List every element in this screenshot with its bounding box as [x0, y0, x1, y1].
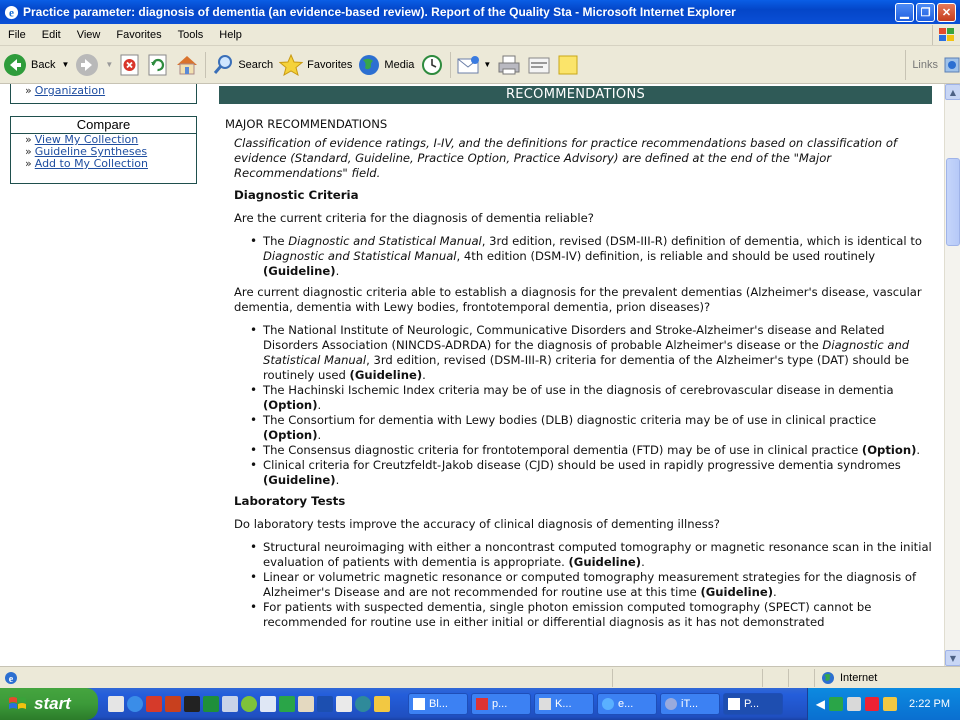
evidence-rating: (Option) — [263, 428, 318, 442]
links-page-icon — [944, 57, 960, 73]
window-title: Practice parameter: diagnosis of dementia (an evidence-based review). Report of the Quality Sta - Microsoft Internet Explorer — [23, 5, 736, 19]
bullet-marker: » — [25, 157, 32, 170]
list-item — [263, 413, 935, 443]
item-text: , 3rd edition, revised (DSM-III-R) criteria for dementia of the Alzheimer's type (DAT) should be routinely used — [263, 353, 910, 382]
page-done-icon — [4, 671, 18, 685]
laboratory-tests-heading: Laboratory Tests — [234, 494, 346, 508]
minimize-button[interactable]: ▁ — [895, 3, 914, 22]
taskbar-task[interactable] — [660, 693, 720, 715]
print-button[interactable] — [494, 49, 524, 81]
media-globe-icon — [358, 54, 380, 76]
recommendation-list — [263, 234, 935, 279]
windows-flag-icon — [932, 25, 960, 45]
task-app-icon — [602, 698, 614, 710]
svg-text:e: e — [9, 6, 14, 19]
diagnostic-criteria-heading: Diagnostic Criteria — [234, 188, 359, 202]
taskbar-task-active[interactable] — [723, 693, 783, 715]
back-button[interactable] — [0, 49, 72, 81]
question-paragraph: Are the current criteria for the diagnosis of dementia reliable? — [234, 211, 594, 225]
menu-bar — [0, 24, 960, 46]
start-label: start — [34, 694, 71, 713]
quick-launch-icon[interactable] — [374, 696, 390, 712]
windows-logo-icon — [8, 695, 28, 713]
forward-dropdown-icon[interactable]: ▼ — [105, 60, 114, 69]
item-text: For patients with suspected dementia, single photon emission computed tomography (SPECT) cannot be recommended for routine use in either initial or differential diagnosis as it has not demonstrated — [263, 600, 872, 629]
evidence-rating: (Guideline) — [263, 264, 336, 278]
quick-launch-icon[interactable] — [222, 696, 238, 712]
favorites-label: Favorites — [307, 58, 353, 71]
taskbar — [0, 688, 960, 720]
taskbar-task[interactable] — [408, 693, 468, 715]
scroll-thumb[interactable] — [946, 158, 960, 246]
page-content[interactable] — [218, 84, 944, 666]
refresh-button[interactable] — [144, 49, 172, 81]
menu-edit[interactable]: Edit — [41, 28, 61, 41]
zone-label: Internet — [840, 671, 878, 684]
intro-paragraph: Classification of evidence ratings, I-IV, and the definitions for practice recommendations based on classification of evidence (Standard, Guideline, Practice Option, Practice Advisory) are defined at the end of the "Major Recommendations" field. — [234, 136, 898, 180]
task-app-icon — [539, 698, 551, 710]
ie-logo-icon — [4, 5, 19, 20]
tray-expand-icon[interactable]: ◀ — [815, 697, 826, 711]
organization-link[interactable]: Organization — [34, 84, 106, 97]
status-segment — [612, 669, 762, 687]
compare-heading: Compare — [11, 117, 196, 134]
item-text: . — [335, 264, 340, 278]
mail-button[interactable] — [454, 49, 494, 81]
recommendation-list — [263, 540, 935, 630]
status-segment — [788, 669, 814, 687]
edit-button[interactable] — [524, 49, 554, 81]
links-label: Links — [912, 58, 938, 71]
item-text: Clinical criteria for Creutzfeldt-Jakob disease (CJD) should be used in rapidly progressive dementia syndromes — [263, 458, 901, 472]
list-item — [263, 383, 935, 413]
toolbar-separator — [205, 52, 206, 78]
quick-launch-icon[interactable] — [146, 696, 162, 712]
item-text: . — [317, 428, 322, 442]
security-zone[interactable] — [814, 669, 960, 687]
item-text: Linear or volumetric magnetic resonance or computed tomography measurement strategies for the diagnosis of Alzheimer's Disease and are not recommended for routine use at this time — [263, 570, 917, 599]
item-text: , 4th edition (DSM-IV) definition, is reliable and should be used routinely — [456, 249, 876, 263]
task-label: P... — [744, 698, 760, 710]
media-label: Media — [384, 58, 415, 71]
task-label: p... — [492, 698, 508, 710]
system-tray — [807, 688, 960, 720]
print-icon — [497, 54, 521, 76]
edit-page-icon — [527, 54, 551, 76]
task-app-icon — [476, 698, 488, 710]
item-text: The National Institute of Neurologic, Communicative Disorders and Stroke-Alzheimer's disease and Related Disorders Association (NINCDS-ADRDA) for the diagnosis of probable Alzheimer's disease or the — [263, 323, 885, 352]
evidence-rating: (Option) — [861, 443, 917, 457]
taskbar-task[interactable] — [597, 693, 657, 715]
task-app-icon — [728, 698, 740, 710]
start-button[interactable] — [0, 688, 98, 720]
task-label: Bl... — [429, 698, 448, 710]
scroll-up-button[interactable]: ▲ — [945, 84, 960, 100]
left-sidebar — [0, 84, 218, 666]
vertical-scrollbar[interactable] — [944, 84, 960, 666]
tray-icon[interactable] — [865, 697, 879, 711]
tray-icon[interactable] — [829, 697, 843, 711]
home-button[interactable] — [172, 49, 202, 81]
quick-launch-icon[interactable] — [317, 696, 333, 712]
window-titlebar[interactable] — [0, 0, 960, 24]
back-arrow-icon — [3, 53, 27, 77]
item-text: . — [641, 555, 645, 569]
compare-link-item — [11, 158, 196, 170]
question-paragraph: Are current diagnostic criteria able to establish a diagnosis for the prevalent dementias (Alzheimer's disease, vascular dementia, dementia with Lewy bodies, frontotemporal dementia, prion diseases)? — [234, 285, 922, 314]
task-label: K... — [555, 698, 572, 710]
favorites-button[interactable] — [276, 49, 355, 81]
history-button[interactable] — [417, 49, 447, 81]
back-dropdown-icon[interactable]: ▼ — [61, 60, 70, 69]
list-item — [263, 600, 935, 630]
list-item — [263, 458, 935, 488]
quick-launch-icon[interactable] — [260, 696, 276, 712]
scroll-down-button[interactable]: ▼ — [945, 650, 960, 666]
search-label: Search — [238, 58, 274, 71]
major-recommendations-heading: MAJOR RECOMMENDATIONS — [225, 117, 388, 131]
refresh-icon — [147, 54, 169, 76]
item-italic: Diagnostic and Statistical Manual — [288, 234, 482, 248]
quick-launch — [108, 696, 390, 712]
list-item — [263, 323, 935, 383]
mail-dropdown-icon[interactable]: ▼ — [483, 60, 492, 69]
note-icon — [557, 54, 579, 76]
tray-icon[interactable] — [883, 697, 897, 711]
history-icon — [420, 54, 444, 76]
menu-favorites[interactable]: Favorites — [116, 28, 162, 41]
toolbar-separator — [450, 52, 451, 78]
clock[interactable]: 2:22 PM — [909, 698, 950, 710]
bullet-marker: » — [25, 145, 32, 158]
recommendation-list — [263, 323, 935, 488]
standard-toolbar — [0, 46, 960, 84]
media-button[interactable] — [355, 49, 417, 81]
taskbar-task[interactable] — [471, 693, 531, 715]
evidence-rating: (Guideline) — [568, 555, 642, 569]
task-app-icon — [665, 698, 677, 710]
tray-icon[interactable] — [847, 697, 861, 711]
internet-globe-icon — [821, 671, 835, 685]
evidence-rating: (Guideline) — [700, 585, 774, 599]
stop-button[interactable] — [116, 49, 144, 81]
svg-text:e: e — [8, 673, 14, 685]
guideline-syntheses-link[interactable]: Guideline Syntheses — [34, 145, 148, 158]
list-item — [263, 234, 935, 279]
status-bar — [0, 666, 960, 688]
list-item — [263, 443, 935, 458]
mail-icon — [457, 54, 481, 76]
taskbar-task[interactable] — [534, 693, 594, 715]
view-my-collection-link[interactable]: View My Collection — [34, 133, 139, 146]
favorites-star-icon — [279, 54, 303, 76]
list-item — [263, 540, 935, 570]
task-app-icon — [413, 698, 425, 710]
quick-launch-icon[interactable] — [108, 696, 124, 712]
quick-launch-icon[interactable] — [165, 696, 181, 712]
quick-launch-icon[interactable] — [241, 696, 257, 712]
quick-launch-icon[interactable] — [203, 696, 219, 712]
evidence-rating: (Option) — [263, 398, 318, 412]
back-label: Back — [31, 58, 56, 71]
item-text: The Hachinski Ischemic Index criteria may be of use in the diagnosis of cerebrovascular disease in dementia — [263, 383, 894, 397]
search-button[interactable] — [209, 49, 276, 81]
item-text: Structural neuroimaging with either a noncontrast computed tomography or magnetic resonance scan in the initial evaluation of patients with dementia is appropriate. — [263, 540, 932, 569]
maximize-button[interactable]: ❐ — [916, 3, 935, 22]
question-paragraph: Do laboratory tests improve the accuracy of clinical diagnosis of dementing illness? — [234, 517, 720, 531]
menu-help[interactable]: Help — [219, 28, 242, 41]
quick-launch-icon[interactable] — [184, 696, 200, 712]
item-italic: Diagnostic and Statistical Manual — [263, 249, 457, 263]
ie-quick-icon[interactable] — [127, 696, 143, 712]
evidence-rating: (Guideline) — [263, 473, 336, 487]
item-text: , 3rd edition, revised (DSM-III-R) definition of dementia, which is identical to — [481, 234, 922, 248]
menu-view[interactable]: View — [76, 28, 101, 41]
quick-launch-icon[interactable] — [355, 696, 371, 712]
item-text: . — [773, 585, 777, 599]
discuss-button[interactable] — [554, 49, 582, 81]
item-text: The Consortium for dementia with Lewy bodies (DLB) diagnostic criteria may be of use in clinical practice — [263, 413, 877, 427]
task-label: e... — [618, 698, 634, 710]
quick-launch-icon[interactable] — [298, 696, 314, 712]
links-bar[interactable] — [905, 50, 960, 80]
compare-box — [10, 116, 197, 184]
bullet-marker: » — [25, 84, 32, 97]
close-button[interactable]: ✕ — [937, 3, 956, 22]
item-italic: Diagnostic and Statistical Manual — [263, 338, 910, 367]
sidebar-org-box — [10, 84, 197, 104]
item-text: . — [317, 398, 322, 412]
recommendations-header: RECOMMENDATIONS — [219, 86, 932, 104]
forward-arrow-icon — [75, 53, 99, 77]
add-to-collection-link[interactable]: Add to My Collection — [34, 157, 148, 170]
evidence-rating: (Guideline) — [349, 368, 423, 382]
forward-button[interactable] — [72, 49, 116, 81]
list-item — [263, 570, 935, 600]
search-icon — [212, 54, 234, 76]
item-text: . — [916, 443, 921, 457]
menu-file[interactable]: File — [8, 28, 26, 41]
menu-tools[interactable]: Tools — [177, 28, 204, 41]
item-text: . — [335, 473, 340, 487]
recommendations-body — [225, 117, 935, 636]
item-text: The Consensus diagnostic criteria for frontotemporal dementia (FTD) may be of use in clinical practice — [263, 443, 862, 457]
status-segment — [762, 669, 788, 687]
item-text: The — [263, 234, 289, 248]
item-text: . — [422, 368, 426, 382]
bullet-marker: » — [25, 133, 32, 146]
quick-launch-icon[interactable] — [279, 696, 295, 712]
stop-icon — [119, 54, 141, 76]
home-icon — [175, 54, 199, 76]
task-label: iT... — [681, 698, 699, 710]
quick-launch-icon[interactable] — [336, 696, 352, 712]
